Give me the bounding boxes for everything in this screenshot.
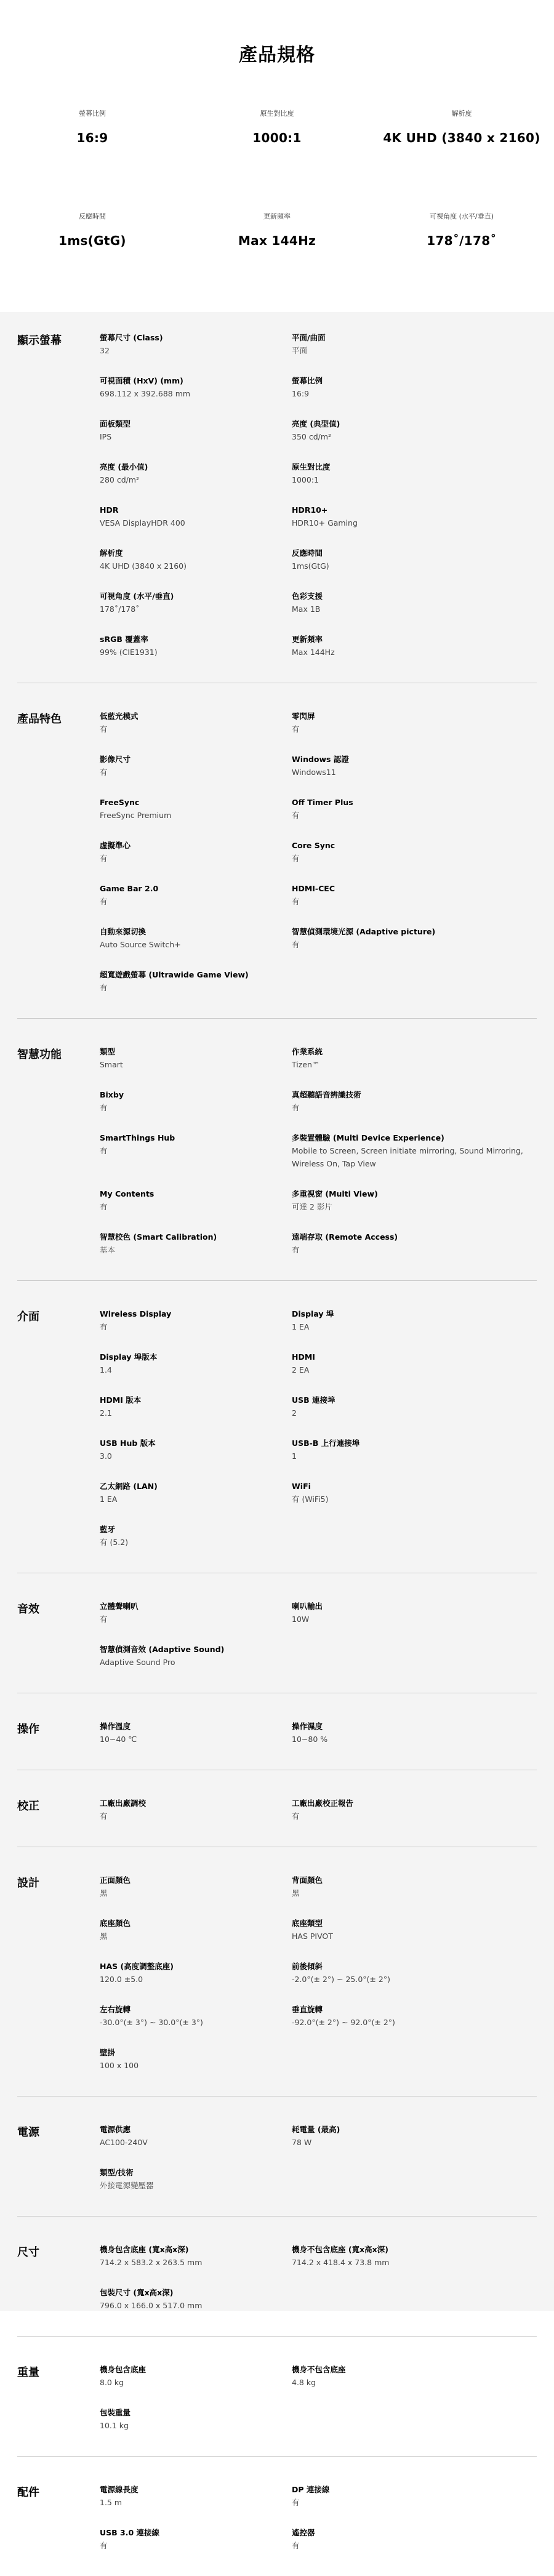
spec-item: [292, 2116, 537, 2159]
spec-item: [100, 2399, 292, 2442]
spec-label: 機身不包含底座 (寬x高x深): [292, 2245, 388, 2254]
spec-label: 可視角度 (水平/垂直): [100, 592, 174, 601]
highlight-label: 解析度: [451, 110, 472, 118]
spec-label: 面板類型: [100, 419, 131, 428]
spec-label: HAS (高度調整底座): [100, 1962, 174, 1971]
spec-value: 100 x 100: [100, 2061, 139, 2070]
spec-item: [292, 2519, 537, 2562]
highlight-spec: [0, 209, 185, 311]
spec-value: FreeSync Premium: [100, 811, 172, 820]
spec-value: 基本: [100, 1245, 116, 1254]
section-title: 介面: [17, 1310, 39, 1323]
spec-label: 色彩支援: [292, 592, 323, 601]
spec-items: [100, 2476, 537, 2562]
spec-value: 有 (5.2): [100, 1538, 129, 1547]
spec-item: [100, 1867, 292, 1910]
spec-item: [100, 411, 292, 454]
spec-label: 智慧校色 (Smart Calibration): [100, 1232, 217, 1242]
spec-label: 自動來源切換: [100, 927, 147, 936]
spec-item: [100, 2519, 292, 2562]
spec-value: 黑: [100, 1888, 108, 1898]
spec-label: 零閃屏: [292, 712, 315, 721]
spec-label: USB 連接埠: [292, 1395, 335, 1405]
spec-item: [100, 832, 292, 875]
highlight-value: 4K UHD (3840 x 2160): [383, 130, 540, 145]
spec-label: 壁掛: [100, 2048, 116, 2057]
spec-value: 10.1 kg: [100, 2421, 129, 2430]
spec-label: 更新頻率: [292, 635, 323, 644]
spec-label: 平面/曲面: [292, 333, 326, 342]
spec-value: 99% (CIE1931): [100, 648, 158, 657]
spec-item: [292, 454, 537, 497]
spec-item: [292, 1181, 537, 1224]
section-title: 智慧功能: [17, 1048, 62, 1061]
spec-value: 32: [100, 346, 110, 355]
spec-item: [100, 1516, 292, 1559]
spec-value: 4K UHD (3840 x 2160): [100, 561, 187, 571]
spec-item: [100, 2116, 292, 2159]
spec-item: [292, 540, 537, 583]
spec-value: 有: [292, 2541, 300, 2550]
spec-item: [292, 1301, 537, 1344]
spec-label: HDMI 版本: [100, 1395, 142, 1405]
spec-item: [292, 1996, 537, 2039]
spec-item: [100, 1224, 292, 1267]
spec-items: [100, 1867, 537, 2082]
spec-value: Tizen™: [292, 1060, 320, 1069]
spec-value: 有: [100, 768, 108, 777]
spec-section: [17, 2356, 537, 2457]
spec-value: 714.2 x 418.4 x 73.8 mm: [292, 2258, 390, 2267]
spec-section: [17, 2116, 537, 2217]
spec-value: 有: [100, 897, 108, 906]
spec-value: Max 1B: [292, 604, 321, 614]
highlight-label: 更新頻率: [263, 212, 291, 220]
spec-label: 底座顏色: [100, 1919, 131, 1928]
spec-label: sRGB 覆蓋率: [100, 635, 148, 644]
spec-value: 有: [100, 2541, 108, 2550]
spec-value: 有: [100, 854, 108, 863]
spec-value: 1000:1: [292, 475, 319, 484]
spec-item: [292, 875, 537, 918]
spec-item: [100, 1430, 292, 1473]
spec-header-area: [0, 0, 554, 312]
spec-item: [100, 454, 292, 497]
highlight-value: 1ms(GtG): [58, 233, 126, 248]
spec-label: Display 埠版本: [100, 1352, 158, 1362]
spec-value: 3.0: [100, 1451, 112, 1461]
spec-item: [292, 1713, 537, 1756]
spec-label: 前後傾斜: [292, 1962, 323, 1971]
spec-label: Game Bar 2.0: [100, 884, 159, 893]
highlight-label: 反應時間: [79, 212, 106, 220]
spec-item: [292, 411, 537, 454]
spec-label: 原生對比度: [292, 462, 331, 471]
spec-label: 影像尺寸: [100, 755, 131, 764]
spec-value: 10~40 ℃: [100, 1735, 137, 1744]
spec-list: [0, 312, 554, 2550]
spec-value: 2: [292, 1408, 297, 1418]
spec-label: 亮度 (典型值): [292, 419, 340, 428]
spec-section: [17, 1867, 537, 2097]
spec-item: [292, 1081, 537, 1125]
spec-value: 78 W: [292, 2138, 312, 2147]
spec-section: [17, 1713, 537, 1770]
spec-item: [100, 324, 292, 367]
spec-item: [292, 1790, 537, 1833]
spec-item: [292, 497, 537, 540]
spec-item: [292, 1953, 537, 1996]
spec-item: [100, 789, 292, 832]
spec-value: 有: [292, 854, 300, 863]
spec-value: Auto Source Switch+: [100, 940, 181, 949]
spec-item: [100, 875, 292, 918]
spec-label: HDMI: [292, 1352, 315, 1362]
spec-value: Adaptive Sound Pro: [100, 1658, 175, 1667]
spec-label: 機身不包含底座: [292, 2365, 346, 2374]
spec-value: 有: [292, 897, 300, 906]
spec-value: 698.112 x 392.688 mm: [100, 389, 191, 398]
spec-value: 178˚/178˚: [100, 604, 140, 614]
spec-items: [100, 1301, 537, 1559]
spec-value: Windows11: [292, 768, 336, 777]
spec-label: 背面顏色: [292, 1876, 323, 1885]
spec-item: [292, 2236, 537, 2279]
spec-label: 螢幕尺寸 (Class): [100, 333, 163, 342]
spec-label: My Contents: [100, 1189, 155, 1198]
spec-label: 智慧偵測環境光源 (Adaptive picture): [292, 927, 436, 936]
section-title: 設計: [17, 1877, 39, 1890]
spec-label: 超寬遊戲螢幕 (Ultrawide Game View): [100, 970, 249, 979]
spec-value: 16:9: [292, 389, 310, 398]
spec-item: [100, 540, 292, 583]
spec-value: 有: [292, 724, 300, 734]
spec-items: [100, 2356, 537, 2442]
spec-item: [292, 1867, 537, 1910]
spec-value: 1ms(GtG): [292, 561, 329, 571]
spec-value: 有: [100, 983, 108, 992]
spec-value: 2 EA: [292, 1365, 310, 1374]
spec-label: Wireless Display: [100, 1309, 172, 1318]
spec-value: -2.0°(± 2°) ~ 25.0°(± 2°): [292, 1975, 390, 1984]
spec-items: [100, 1713, 537, 1756]
highlight-spec: [185, 106, 369, 209]
spec-value: Smart: [100, 1060, 123, 1069]
spec-items: [100, 1593, 537, 1679]
spec-value: VESA DisplayHDR 400: [100, 518, 185, 528]
spec-label: 底座類型: [292, 1919, 323, 1928]
spec-item: [292, 367, 537, 411]
spec-label: FreeSync: [100, 798, 140, 807]
spec-section: [17, 1301, 537, 1573]
spec-label: 智慧偵測音效 (Adaptive Sound): [100, 1645, 225, 1654]
spec-label: 類型/技術: [100, 2168, 134, 2177]
spec-value: 有: [100, 1202, 108, 1211]
section-title: 產品特色: [17, 713, 62, 726]
spec-item: [100, 583, 292, 626]
spec-item: [292, 324, 537, 367]
spec-label: 類型: [100, 1047, 116, 1056]
spec-items: [100, 1038, 537, 1267]
spec-label: 包裝重量: [100, 2408, 131, 2417]
spec-value: 1 EA: [100, 1495, 118, 1504]
spec-label: 解析度: [100, 548, 123, 558]
spec-item: [100, 1038, 292, 1081]
spec-item: [100, 626, 292, 669]
section-title: 顯示螢幕: [17, 334, 62, 347]
spec-item: [100, 961, 292, 1005]
highlight-label: 可視角度 (水平/垂直): [430, 212, 494, 220]
spec-value: HAS PIVOT: [292, 1932, 333, 1941]
spec-label: Bixby: [100, 1090, 124, 1099]
spec-value: 有: [292, 1812, 300, 1821]
spec-value: AC100-240V: [100, 2138, 148, 2147]
spec-item: [292, 1910, 537, 1953]
spec-value: 有 (WiFi5): [292, 1495, 329, 1504]
spec-item: [100, 367, 292, 411]
spec-value: 有: [292, 1103, 300, 1112]
spec-label: 亮度 (最小值): [100, 462, 148, 471]
spec-section: [17, 703, 537, 1019]
spec-label: USB Hub 版本: [100, 1438, 156, 1448]
section-title: 尺寸: [17, 2246, 39, 2259]
spec-label: 操作溫度: [100, 1722, 131, 1731]
spec-label: 多重視窗 (Multi View): [292, 1189, 378, 1198]
spec-item: [292, 703, 537, 746]
spec-label: 立體聲喇叭: [100, 1602, 138, 1611]
spec-value: 1 EA: [292, 1322, 310, 1331]
spec-item: [100, 1713, 292, 1756]
highlight-spec: [0, 106, 185, 209]
spec-label: 垂直旋轉: [292, 2005, 323, 2014]
spec-label: 遙控器: [292, 2528, 315, 2537]
spec-label: 操作濕度: [292, 1722, 323, 1731]
spec-item: [100, 1473, 292, 1516]
spec-label: 螢幕比例: [292, 376, 323, 385]
spec-value: IPS: [100, 432, 112, 441]
spec-label: 機身包含底座: [100, 2365, 147, 2374]
spec-value: 黑: [292, 1888, 300, 1898]
spec-item: [292, 832, 537, 875]
spec-value: Max 144Hz: [292, 648, 335, 657]
spec-items: [100, 2116, 537, 2202]
spec-section: [17, 1593, 537, 1693]
spec-item: [292, 1430, 537, 1473]
spec-value: -92.0°(± 2°) ~ 92.0°(± 2°): [292, 2018, 395, 2027]
spec-item: [100, 1081, 292, 1125]
spec-item: [292, 746, 537, 789]
spec-item: [100, 2039, 292, 2082]
spec-items: [100, 324, 537, 669]
highlight-value: 1000:1: [252, 130, 302, 145]
spec-item: [292, 626, 537, 669]
spec-value: 可達 2 影片: [292, 1202, 332, 1211]
spec-item: [100, 2236, 292, 2279]
spec-label: 藍牙: [100, 1525, 116, 1534]
spec-item: [292, 1224, 537, 1267]
spec-section: [17, 1790, 537, 1847]
spec-value: -30.0°(± 3°) ~ 30.0°(± 3°): [100, 2018, 203, 2027]
spec-value: 有: [292, 1245, 300, 1254]
spec-value: 有: [100, 1322, 108, 1331]
spec-label: 左右旋轉: [100, 2005, 131, 2014]
spec-item: [100, 746, 292, 789]
spec-item: [100, 2159, 292, 2202]
spec-value: 黑: [100, 1932, 108, 1941]
spec-label: HDMI-CEC: [292, 884, 335, 893]
spec-value: 1: [292, 1451, 297, 1461]
spec-label: 工廠出廠校正報告: [292, 1799, 354, 1808]
spec-value: 平面: [292, 346, 308, 355]
spec-item: [292, 1473, 537, 1516]
spec-value: 外接電源變壓器: [100, 2181, 154, 2190]
spec-value: 8.0 kg: [100, 2378, 124, 2387]
spec-label: Windows 認證: [292, 755, 349, 764]
spec-label: WiFi: [292, 1482, 311, 1491]
spec-item: [292, 1038, 537, 1081]
spec-value: 有: [292, 2498, 300, 2507]
spec-label: 乙太網路 (LAN): [100, 1482, 158, 1491]
spec-value: HDR10+ Gaming: [292, 518, 358, 528]
spec-item: [292, 1125, 537, 1181]
spec-section: [17, 2236, 537, 2337]
section-title: 重量: [17, 2366, 39, 2379]
spec-value: 1.5 m: [100, 2498, 122, 2507]
spec-value: 714.2 x 583.2 x 263.5 mm: [100, 2258, 203, 2267]
spec-value: 4.8 kg: [292, 2378, 316, 2387]
spec-item: [100, 1387, 292, 1430]
spec-label: 可視面積 (HxV) (mm): [100, 376, 183, 385]
highlight-spec: [369, 106, 554, 209]
spec-item: [100, 1910, 292, 1953]
page-title: 產品規格: [239, 44, 315, 66]
spec-label: 正面顏色: [100, 1876, 131, 1885]
spec-label: 耗電量 (最高): [292, 2125, 340, 2134]
spec-label: DP 連接線: [292, 2485, 330, 2494]
spec-label: HDR10+: [292, 505, 328, 515]
spec-section: [17, 2476, 537, 2576]
spec-value: 10~80 %: [292, 1735, 328, 1744]
spec-item: [292, 789, 537, 832]
spec-item: [100, 497, 292, 540]
highlight-spec: [369, 209, 554, 311]
spec-value: 10W: [292, 1615, 310, 1624]
spec-item: [100, 1996, 292, 2039]
spec-value: 280 cd/m²: [100, 475, 140, 484]
section-title: 音效: [17, 1603, 39, 1616]
spec-label: 電源供應: [100, 2125, 131, 2134]
spec-items: [100, 703, 537, 1005]
spec-item: [100, 703, 292, 746]
spec-item: [292, 918, 537, 961]
spec-value: 120.0 ±5.0: [100, 1975, 143, 1984]
spec-item: [292, 1593, 537, 1636]
spec-items: [100, 1790, 537, 1833]
spec-value: 有: [100, 1615, 108, 1624]
spec-label: Display 埠: [292, 1309, 334, 1318]
spec-label: 虛擬準心: [100, 841, 131, 850]
spec-label: 電源線長度: [100, 2485, 138, 2494]
spec-item: [100, 1790, 292, 1833]
spec-value: 有: [292, 811, 300, 820]
spec-label: 真超聽語音辨識技術: [292, 1090, 361, 1099]
spec-item: [100, 1953, 292, 1996]
spec-label: USB-B 上行連接埠: [292, 1438, 360, 1448]
spec-label: 低藍光模式: [100, 712, 138, 721]
highlight-label: 螢幕比例: [79, 110, 106, 118]
spec-item: [100, 1344, 292, 1387]
highlight-value: 16:9: [76, 130, 108, 145]
spec-label: Core Sync: [292, 841, 335, 850]
spec-value: 有: [100, 1812, 108, 1821]
spec-section: [17, 324, 537, 683]
spec-label: 多裝置體驗 (Multi Device Experience): [292, 1133, 444, 1142]
spec-item: [100, 2279, 292, 2322]
spec-items: [100, 2236, 537, 2322]
spec-item: [292, 583, 537, 626]
spec-value: 350 cd/m²: [292, 432, 332, 441]
spec-label: 反應時間: [292, 548, 323, 558]
spec-value: 2.1: [100, 1408, 112, 1418]
spec-item: [292, 2476, 537, 2519]
spec-item: [100, 1181, 292, 1224]
highlight-specs: [0, 106, 554, 311]
spec-item: [100, 2476, 292, 2519]
section-title: 電源: [17, 2126, 39, 2139]
section-title: 操作: [17, 1723, 39, 1736]
spec-value: 有: [100, 1146, 108, 1155]
spec-value: 1.4: [100, 1365, 112, 1374]
spec-label: 機身包含底座 (寬x高x深): [100, 2245, 189, 2254]
spec-item: [100, 1593, 292, 1636]
spec-value: 有: [292, 940, 300, 949]
spec-item: [100, 2356, 292, 2399]
spec-value: Mobile to Screen, Screen initiate mirroring, Sound Mirroring, Wireless On, Tap View: [292, 1146, 523, 1168]
spec-label: 喇叭輸出: [292, 1602, 323, 1611]
highlight-value: Max 144Hz: [238, 233, 316, 248]
spec-item: [292, 1387, 537, 1430]
spec-item: [100, 918, 292, 961]
spec-value: 有: [100, 724, 108, 734]
spec-label: USB 3.0 連接線: [100, 2528, 160, 2537]
spec-label: 包裝尺寸 (寬x高x深): [100, 2288, 174, 2297]
spec-section: [17, 1038, 537, 1281]
highlight-value: 178˚/178˚: [427, 233, 497, 248]
spec-item: [292, 1344, 537, 1387]
spec-label: 工廠出廠調校: [100, 1799, 147, 1808]
spec-item: [100, 1636, 292, 1679]
spec-value: 有: [100, 1103, 108, 1112]
spec-label: SmartThings Hub: [100, 1133, 175, 1142]
spec-value: 796.0 x 166.0 x 517.0 mm: [100, 2301, 203, 2310]
spec-label: HDR: [100, 505, 119, 515]
spec-label: 作業系統: [292, 1047, 323, 1056]
spec-item: [100, 1301, 292, 1344]
section-title: 校正: [17, 1800, 39, 1813]
spec-item: [292, 2356, 537, 2399]
spec-label: 遠端存取 (Remote Access): [292, 1232, 398, 1242]
highlight-label: 原生對比度: [260, 110, 294, 118]
spec-item: [100, 1125, 292, 1181]
highlight-spec: [185, 209, 369, 311]
spec-label: Off Timer Plus: [292, 798, 353, 807]
section-title: 配件: [17, 2486, 39, 2499]
